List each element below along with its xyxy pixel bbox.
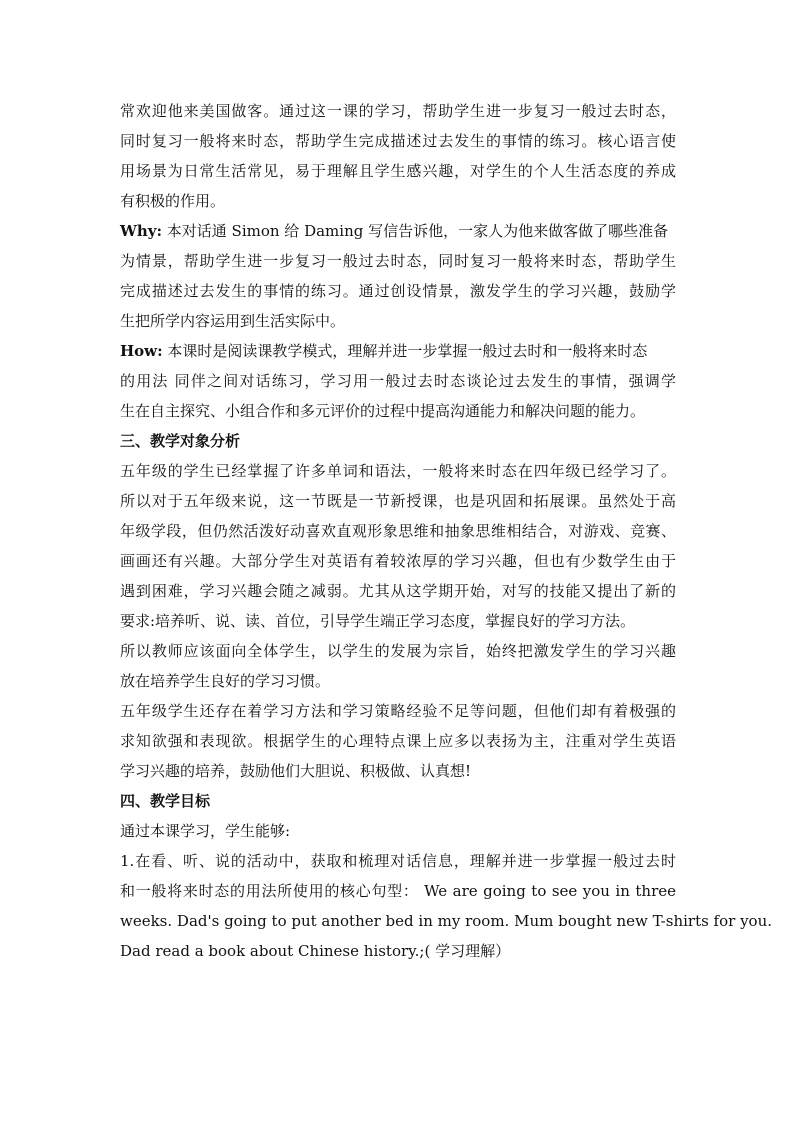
how-text: 本课时是阅读课教学模式，理解并进一步掌握一般过去时和一般将来时态 [162, 342, 648, 360]
document-page [120, 96, 773, 966]
text-line: 为情景，帮助学生进一步复习一般过去时态，同时复习一般将来时态，帮助学生 [120, 252, 676, 270]
text-line: 所以教师应该面向全体学生，以学生的发展为宗旨，始终把激发学生的学习兴趣 [120, 642, 676, 660]
text-line: Dad read a book about Chinese history.;( 学习理解） [120, 942, 511, 960]
text-line: 和一般将来时态的用法所使用的核心句型： We are going to see you in three [120, 882, 676, 900]
text-line: 五年级学生还存在着学习方法和学习策略经验不足等问题，但他们却有着极强的 [120, 702, 676, 720]
text-line: 1.在看、听、说的活动中，获取和梳理对话信息，理解并进一步掌握一般过去时 [120, 852, 676, 870]
text-line: 画画还有兴趣。大部分学生对英语有着较浓厚的学习兴趣，但也有少数学生由于 [120, 552, 676, 570]
section-heading: 四、教学目标 [120, 792, 211, 810]
text-line: 常欢迎他来美国做客。通过这一课的学习，帮助学生进一步复习一般过去时态， [120, 102, 676, 120]
why-text: 本对话通 Simon 给 Daming 写信告诉他，一家人为他来做客做了哪些准备 [162, 222, 669, 240]
text-line: 所以对于五年级来说，这一节既是一节新授课，也是巩固和拓展课。虽然处于高 [120, 492, 676, 510]
text-line: 要求:培养听、说、读、首位，引导学生端正学习态度，掌握良好的学习方法。 [120, 612, 636, 630]
text-line: 生在自主探究、小组合作和多元评价的过程中提高沟通能力和解决问题的能力。 [120, 402, 646, 420]
text-line: 同时复习一般将来时态，帮助学生完成描述过去发生的事情的练习。核心语言使 [120, 132, 676, 150]
text-line: 求知欲强和表现欲。根据学生的心理特点课上应多以表扬为主，注重对学生英语 [120, 732, 676, 750]
section-heading: 三、教学对象分析 [120, 432, 241, 450]
why-label: Why: [120, 222, 163, 240]
text-line: 五年级的学生已经掌握了许多单词和语法，一般将来时态在四年级已经学习了。 [120, 462, 676, 480]
why-line [120, 216, 676, 246]
text-line: 生把所学内容运用到生活实际中。 [120, 312, 346, 330]
text-line: 遇到困难，学习兴趣会随之减弱。尤其从这学期开始，对写的技能又提出了新的 [120, 582, 676, 600]
text-line: 的用法 同伴之间对话练习，学习用一般过去时态谈论过去发生的事情，强调学 [120, 372, 676, 390]
text-line: 通过本课学习，学生能够: [120, 822, 291, 840]
text-line: 有积极的作用。 [120, 192, 226, 210]
text-line: 放在培养学生良好的学习习惯。 [120, 672, 331, 690]
text-line: 年级学段，但仍然活泼好动喜欢直观形象思维和抽象思维相结合，对游戏、竞赛、 [120, 522, 676, 540]
text-line: 学习兴趣的培养，鼓励他们大胆说、积极做、认真想! [120, 762, 472, 780]
text-line: 用场景为日常生活常见，易于理解且学生感兴趣，对学生的个人生活态度的养成 [120, 162, 676, 180]
text-line: 完成描述过去发生的事情的练习。通过创设情景，激发学生的学习兴趣，鼓励学 [120, 282, 676, 300]
text-line: weeks. Dad's going to put another bed in my room. Mum bought new T-shirts for you. [120, 912, 773, 930]
how-line [120, 336, 676, 366]
how-label: How: [120, 342, 163, 360]
